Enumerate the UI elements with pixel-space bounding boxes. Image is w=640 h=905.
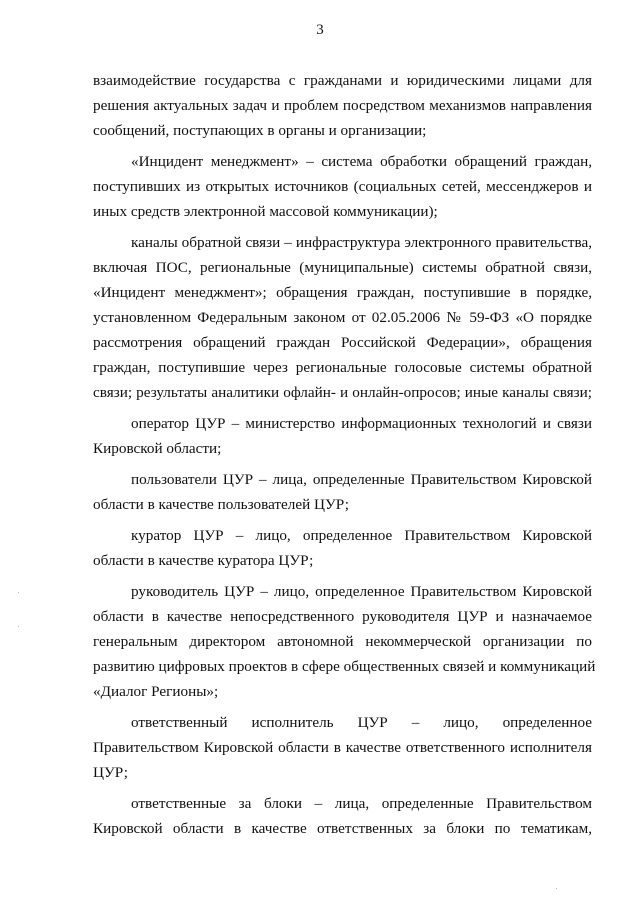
text-line: иных средств электронной массовой коммуникации); <box>93 203 438 220</box>
text-line: связи; результаты аналитики офлайн- и онлайн-опросов; иные каналы связи; <box>93 384 592 401</box>
paragraph-start-line: оператор ЦУР – министерство информационных технологий и связи <box>131 415 592 432</box>
text-line: Правительством Кировской области в качестве ответственного исполнителя <box>93 739 592 756</box>
text-line: области в качестве пользователей ЦУР; <box>93 496 349 513</box>
text-line: «Инцидент менеджмент»; обращения граждан, поступившие в порядке, <box>93 284 592 301</box>
paragraph-start-line: куратор ЦУР – лицо, определенное Правительством Кировской <box>131 527 592 544</box>
text-line: рассмотрения обращений граждан Российской Федерации», обращения <box>93 334 592 351</box>
paragraph-start-line: каналы обратной связи – инфраструктура электронного правительства, <box>131 234 592 251</box>
text-line: Кировской области; <box>93 440 222 457</box>
paragraph-start-line: пользователи ЦУР – лица, определенные Правительством Кировской <box>131 471 592 488</box>
text-line: Кировской области в качестве ответственных за блоки по тематикам, <box>93 820 592 837</box>
text-line: решения актуальных задач и проблем посредством механизмов направления <box>93 97 592 114</box>
text-line: сообщений, поступающих в органы и организации; <box>93 122 427 139</box>
text-line: поступивших из открытых источников (социальных сетей, мессенджеров и <box>93 178 592 195</box>
scan-speck <box>556 888 557 889</box>
text-line: развитию цифровых проектов в сфере общественных связей и коммуникаций <box>93 658 596 675</box>
paragraph-start-line: ответственные за блоки – лица, определенные Правительством <box>131 795 592 812</box>
page-number: 3 <box>316 22 324 38</box>
paragraph-start-line: руководитель ЦУР – лицо, определенное Правительством Кировской <box>131 583 592 600</box>
scan-speck <box>18 626 19 627</box>
paragraph-start-line: ответственный исполнитель ЦУР – лицо, определенное <box>131 714 592 731</box>
text-line: области в качестве непосредственного руководителя ЦУР и назначаемое <box>93 608 592 625</box>
text-line: «Диалог Регионы»; <box>93 683 219 700</box>
paragraph-start-line: «Инцидент менеджмент» – система обработки обращений граждан, <box>131 153 592 170</box>
text-line: включая ПОС, региональные (муниципальные) системы обратной связи, <box>93 259 592 276</box>
text-line: взаимодействие государства с гражданами и юридическими лицами для <box>93 72 592 89</box>
text-line: установленном Федеральным законом от 02.05.2006 № 59-ФЗ «О порядке <box>93 309 592 326</box>
scan-speck <box>18 592 19 593</box>
text-line: ЦУР; <box>93 764 128 781</box>
text-line: граждан, поступившие через региональные голосовые системы обратной <box>93 359 592 376</box>
text-line: генеральным директором автономной некоммерческой организации по <box>93 633 592 650</box>
text-line: области в качестве куратора ЦУР; <box>93 552 314 569</box>
